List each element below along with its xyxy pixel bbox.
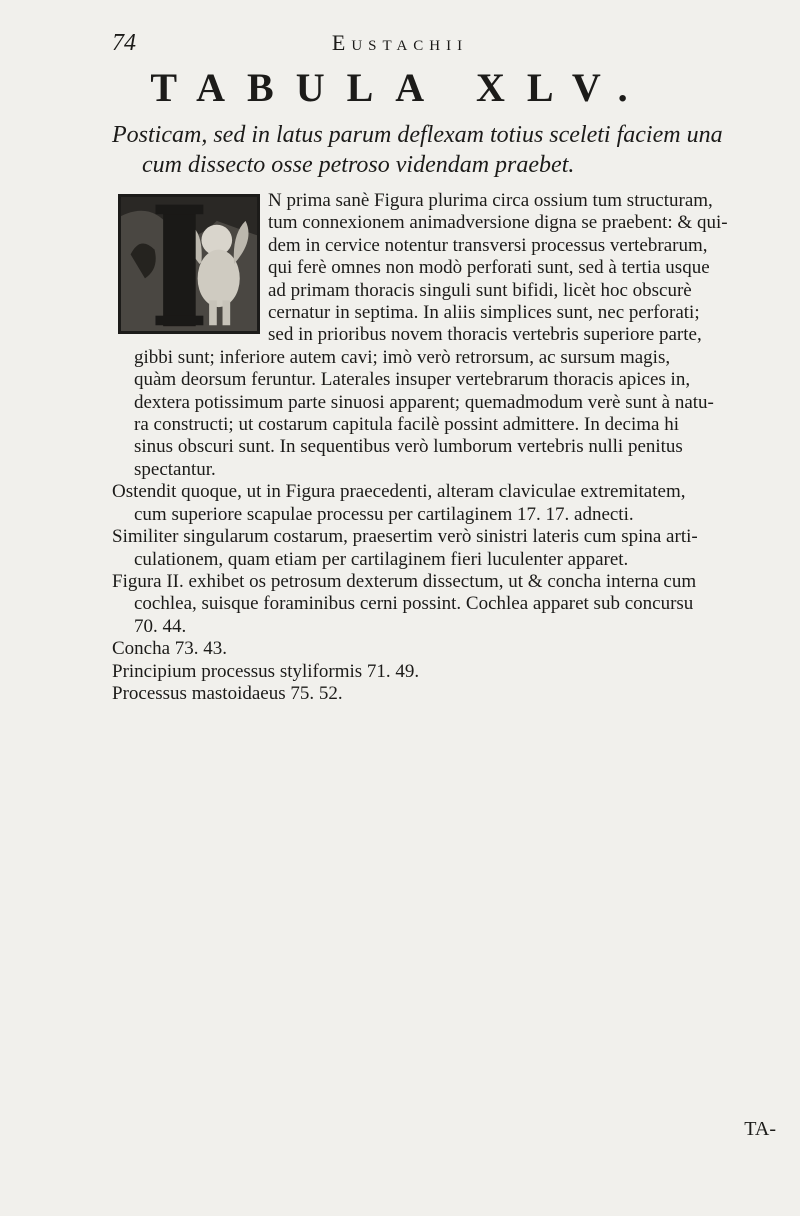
- text-line: dem in cervice notentur transversi processus vertebrarum,: [268, 234, 708, 256]
- text-line: cernatur in septima. In aliis simplices sunt, nec perforati;: [268, 302, 700, 324]
- text-line: N prima sanè Figura plurima circa ossium tum structuram,: [268, 190, 713, 211]
- text-line: Ostendit quoque, ut in Figura praecedenti, alteram claviculae extremitatem,: [112, 481, 686, 503]
- subtitle-line: Posticam, sed in latus parum deflexam totius sceleti faciem una: [112, 122, 723, 148]
- text-line: cum superiore scapulae processu per cartilaginem 17. 17. adnecti.: [134, 503, 634, 525]
- text-line: sed in prioribus novem thoracis vertebris superiore parte,: [268, 324, 702, 346]
- text-line: Processus mastoidaeus 75. 52.: [112, 682, 343, 704]
- text-line: ra constructi; ut costarum capitula facilè possint admittere. In decima hi: [134, 414, 680, 436]
- text-line: Principium processus styliformis 71. 49.: [112, 660, 420, 682]
- text-line: culationem, quam etiam per cartilaginem fieri luculenter apparet.: [134, 548, 629, 570]
- page-number: 74: [112, 30, 136, 56]
- text-line: sinus obscuri sunt. In sequentibus verò lumborum vertebris nulli penitus: [134, 436, 683, 458]
- text-line: Concha 73. 43.: [112, 638, 228, 660]
- plate-subtitle: [112, 120, 792, 180]
- text-line: gibbi sunt; inferiore autem cavi; imò verò retrorsum, ac sursum magis,: [134, 346, 671, 368]
- text-line: tum connexionem animadversione digna se praebent: & qui-: [268, 212, 728, 234]
- plate-title: TABULA XLV.: [150, 65, 650, 110]
- text-line: ad primam thoracis singuli sunt bifidi, licèt hoc obscurè: [268, 279, 692, 301]
- text-line: Similiter singularum costarum, praesertim verò sinistri lateris cum spina arti-: [112, 526, 698, 548]
- body-text: [112, 190, 792, 705]
- text-line: spectantur.: [134, 458, 216, 480]
- subtitle-line: cum dissecto osse petroso videndam praebet.: [142, 152, 575, 178]
- text-line: dextera potissimum parte sinuosi apparent; quemadmodum verè sunt à natu-: [134, 391, 714, 413]
- running-head: Eustachii: [331, 30, 469, 55]
- text-line: 70. 44.: [134, 615, 187, 637]
- text-line: Figura II. exhibet os petrosum dexterum dissectum, ut & concha interna cum: [112, 570, 697, 592]
- text-line: cochlea, suisque foraminibus cerni possint. Cochlea apparet sub concursu: [134, 593, 694, 615]
- catchword: TA-: [744, 1118, 776, 1140]
- text-line: qui ferè omnes non modò perforati sunt, sed à tertia usque: [268, 257, 710, 279]
- text-line: quàm deorsum feruntur. Laterales insuper vertebrarum thoracis apices in,: [134, 369, 691, 391]
